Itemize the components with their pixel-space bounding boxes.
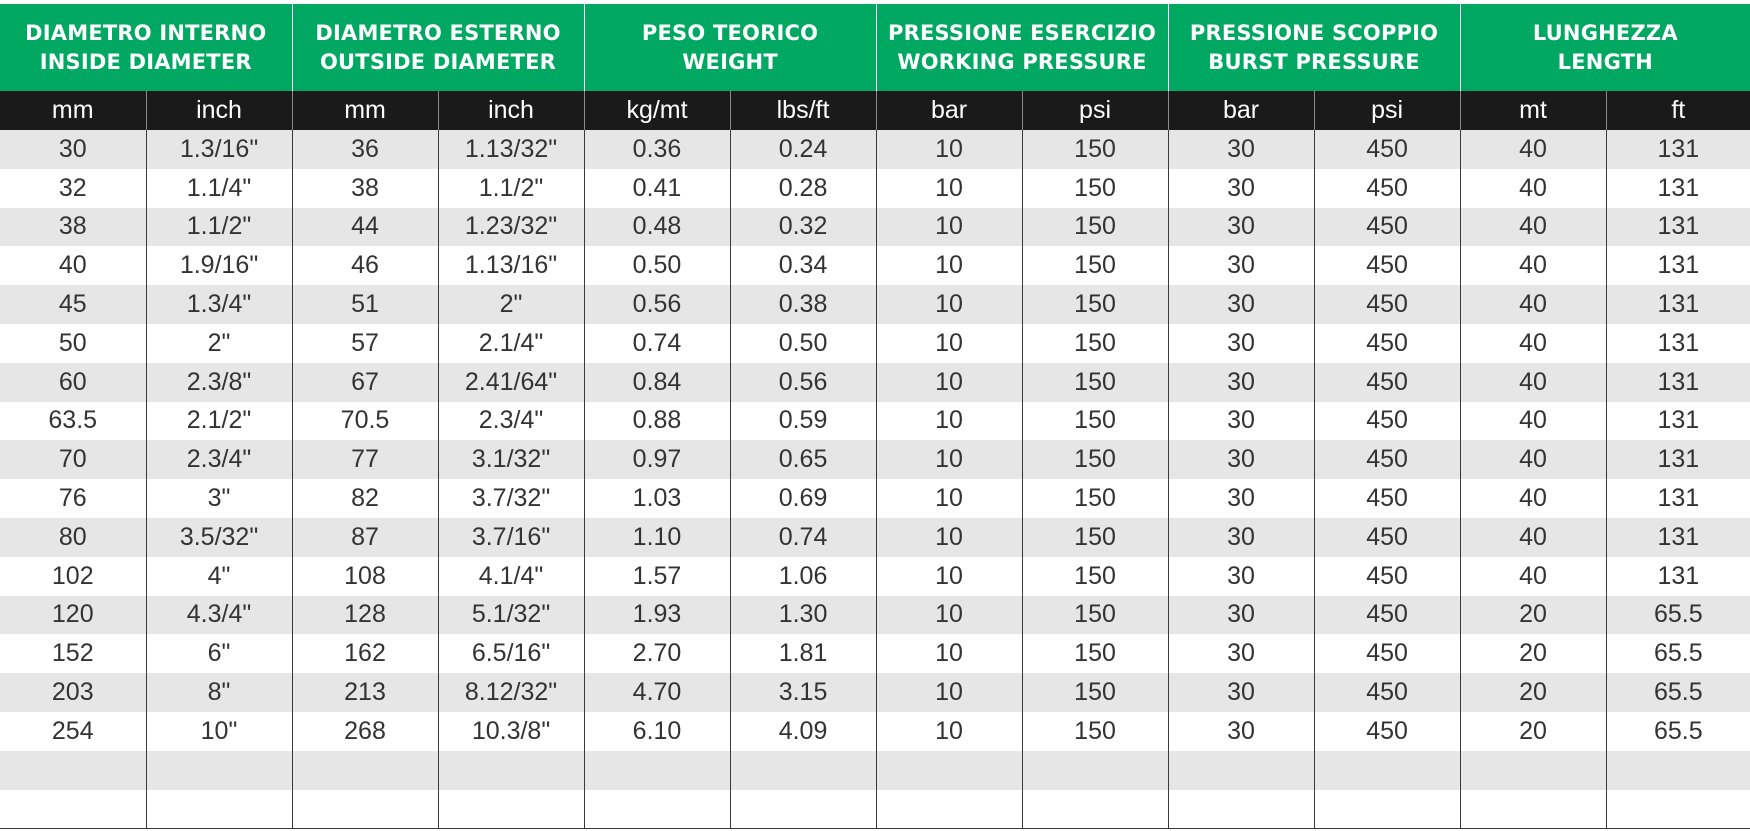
table-cell: [1606, 751, 1750, 790]
table-cell: [1314, 751, 1460, 790]
group-header-3: [584, 4, 876, 91]
table-cell: 3.5/32": [146, 518, 292, 557]
table-cell: [146, 751, 292, 790]
table-row: [0, 324, 1750, 363]
table-cell: 2.41/64": [438, 363, 584, 402]
table-cell: 57: [292, 324, 438, 363]
table-cell: 1.81: [730, 634, 876, 673]
table-cell: 1.10: [584, 518, 730, 557]
table-cell: 213: [292, 673, 438, 712]
table-cell: 1.9/16": [146, 246, 292, 285]
table-cell: 0.34: [730, 246, 876, 285]
group-header-italian: LUNGHEZZA: [1532, 20, 1678, 45]
table-cell: [0, 790, 146, 829]
group-header-italian: DIAMETRO INTERNO: [25, 20, 267, 45]
table-cell: 131: [1606, 324, 1750, 363]
table-cell: 30: [1168, 324, 1314, 363]
table-cell: 4.3/4": [146, 596, 292, 635]
table-cell: 1.3/16": [146, 130, 292, 169]
table-row: [0, 790, 1750, 829]
table-row: [0, 751, 1750, 790]
table-cell: 10: [876, 208, 1022, 247]
table-cell: [146, 790, 292, 829]
group-header-italian: PRESSIONE ESERCIZIO: [888, 20, 1157, 45]
table-cell: 40: [1460, 440, 1606, 479]
table-cell: 40: [1460, 479, 1606, 518]
table-cell: 30: [0, 130, 146, 169]
table-cell: 45: [0, 285, 146, 324]
table-cell: 40: [1460, 285, 1606, 324]
table-row: [0, 634, 1750, 673]
table-cell: 131: [1606, 246, 1750, 285]
table-cell: 30: [1168, 440, 1314, 479]
table-cell: 4.1/4": [438, 557, 584, 596]
table-cell: 10": [146, 712, 292, 751]
table-cell: 3": [146, 479, 292, 518]
table-cell: 1.57: [584, 557, 730, 596]
group-header-english: LENGTH: [1557, 49, 1653, 74]
table-cell: 10: [876, 634, 1022, 673]
table-cell: 0.97: [584, 440, 730, 479]
table-cell: 131: [1606, 557, 1750, 596]
table-cell: [438, 751, 584, 790]
table-cell: 1.1/4": [146, 169, 292, 208]
table-cell: 150: [1022, 518, 1168, 557]
table-cell: 450: [1314, 518, 1460, 557]
table-cell: 20: [1460, 673, 1606, 712]
table-cell: 80: [0, 518, 146, 557]
table-cell: [438, 790, 584, 829]
table-cell: [730, 751, 876, 790]
table-cell: 70: [0, 440, 146, 479]
table-cell: 450: [1314, 324, 1460, 363]
table-cell: 1.13/16": [438, 246, 584, 285]
table-cell: 65.5: [1606, 673, 1750, 712]
table-cell: 10: [876, 596, 1022, 635]
table-row: [0, 596, 1750, 635]
table-cell: 0.28: [730, 169, 876, 208]
table-cell: 10: [876, 557, 1022, 596]
table-cell: 5.1/32": [438, 596, 584, 635]
group-header-english: OUTSIDE DIAMETER: [319, 49, 557, 74]
table-row: [0, 169, 1750, 208]
table-cell: 6.10: [584, 712, 730, 751]
table-cell: 10: [876, 440, 1022, 479]
table-cell: 40: [1460, 402, 1606, 441]
table-cell: 30: [1168, 285, 1314, 324]
table-cell: 44: [292, 208, 438, 247]
table-cell: 2.3/8": [146, 363, 292, 402]
table-cell: 10: [876, 246, 1022, 285]
table-cell: 150: [1022, 324, 1168, 363]
table-cell: 65.5: [1606, 634, 1750, 673]
table-cell: 87: [292, 518, 438, 557]
unit-header: ft: [1606, 91, 1750, 130]
table-cell: 162: [292, 634, 438, 673]
table-cell: 40: [0, 246, 146, 285]
table-cell: 10: [876, 518, 1022, 557]
table-cell: 450: [1314, 596, 1460, 635]
table-cell: 3.1/32": [438, 440, 584, 479]
table-cell: [0, 751, 146, 790]
table-cell: 1.3/4": [146, 285, 292, 324]
table-cell: 1.1/2": [438, 169, 584, 208]
table-cell: 450: [1314, 246, 1460, 285]
table-cell: 2": [146, 324, 292, 363]
table-cell: [292, 790, 438, 829]
table-cell: 67: [292, 363, 438, 402]
table-cell: 150: [1022, 208, 1168, 247]
table-cell: 0.32: [730, 208, 876, 247]
table-cell: 0.38: [730, 285, 876, 324]
unit-header: mm: [0, 91, 146, 130]
table-cell: [1168, 790, 1314, 829]
group-header-english: INSIDE DIAMETER: [39, 49, 252, 74]
table-cell: [584, 790, 730, 829]
table-cell: 0.50: [730, 324, 876, 363]
table-cell: 8": [146, 673, 292, 712]
table-cell: 450: [1314, 402, 1460, 441]
table-cell: 36: [292, 130, 438, 169]
table-cell: 1.13/32": [438, 130, 584, 169]
table-cell: 150: [1022, 673, 1168, 712]
table-cell: 268: [292, 712, 438, 751]
table-cell: [876, 790, 1022, 829]
table-cell: 1.30: [730, 596, 876, 635]
table-cell: 0.56: [584, 285, 730, 324]
table-cell: 10: [876, 712, 1022, 751]
table-cell: 65.5: [1606, 712, 1750, 751]
group-header-english: BURST PRESSURE: [1208, 49, 1420, 74]
table-cell: 150: [1022, 246, 1168, 285]
unit-header-row: [0, 91, 1750, 130]
table-cell: 131: [1606, 402, 1750, 441]
table-cell: 1.23/32": [438, 208, 584, 247]
table-cell: 0.74: [584, 324, 730, 363]
table-cell: 63.5: [0, 402, 146, 441]
table-cell: 8.12/32": [438, 673, 584, 712]
table-cell: 0.56: [730, 363, 876, 402]
table-row: [0, 363, 1750, 402]
table-row: [0, 518, 1750, 557]
table-cell: 108: [292, 557, 438, 596]
table-cell: 150: [1022, 130, 1168, 169]
table-cell: 10: [876, 285, 1022, 324]
table-cell: 1.03: [584, 479, 730, 518]
table-cell: 150: [1022, 169, 1168, 208]
table-cell: 30: [1168, 596, 1314, 635]
table-cell: 0.59: [730, 402, 876, 441]
table-cell: 30: [1168, 363, 1314, 402]
table-cell: 150: [1022, 285, 1168, 324]
table-cell: 254: [0, 712, 146, 751]
table-cell: [1460, 751, 1606, 790]
table-cell: [730, 790, 876, 829]
group-header-italian: PRESSIONE SCOPPIO: [1189, 20, 1439, 45]
table-cell: 50: [0, 324, 146, 363]
table-cell: 60: [0, 363, 146, 402]
table-cell: 20: [1460, 596, 1606, 635]
table-cell: 20: [1460, 712, 1606, 751]
group-header-row: [0, 4, 1750, 91]
table-cell: 40: [1460, 557, 1606, 596]
table-cell: 0.48: [584, 208, 730, 247]
unit-header: mm: [292, 91, 438, 130]
table-cell: 450: [1314, 479, 1460, 518]
table-cell: 70.5: [292, 402, 438, 441]
table-cell: 150: [1022, 634, 1168, 673]
table-cell: 40: [1460, 169, 1606, 208]
table-cell: 0.74: [730, 518, 876, 557]
table-cell: 150: [1022, 596, 1168, 635]
group-header-1: [0, 4, 292, 91]
table-cell: 131: [1606, 479, 1750, 518]
table-cell: 30: [1168, 479, 1314, 518]
table-cell: 131: [1606, 130, 1750, 169]
table-cell: 65.5: [1606, 596, 1750, 635]
table-cell: 120: [0, 596, 146, 635]
table-cell: 2.70: [584, 634, 730, 673]
table-cell: 3.15: [730, 673, 876, 712]
table-cell: 1.06: [730, 557, 876, 596]
table-cell: 6": [146, 634, 292, 673]
table-cell: 128: [292, 596, 438, 635]
table-cell: [1606, 790, 1750, 829]
group-header-italian: DIAMETRO ESTERNO: [315, 20, 561, 45]
group-header-5: [1168, 4, 1460, 91]
hose-spec-table: [0, 4, 1750, 829]
group-header-english: WEIGHT: [682, 49, 778, 74]
table-cell: 30: [1168, 518, 1314, 557]
table-cell: 30: [1168, 169, 1314, 208]
table-cell: 131: [1606, 363, 1750, 402]
table-cell: 131: [1606, 518, 1750, 557]
table-cell: 450: [1314, 208, 1460, 247]
table-cell: 10: [876, 673, 1022, 712]
table-cell: 46: [292, 246, 438, 285]
table-body: [0, 130, 1750, 829]
table-row: [0, 479, 1750, 518]
table-cell: 38: [292, 169, 438, 208]
table-cell: 4": [146, 557, 292, 596]
table-cell: 2": [438, 285, 584, 324]
table-cell: 30: [1168, 712, 1314, 751]
table-cell: 2.3/4": [146, 440, 292, 479]
unit-header: kg/mt: [584, 91, 730, 130]
table-cell: 450: [1314, 634, 1460, 673]
table-cell: 203: [0, 673, 146, 712]
table-cell: 150: [1022, 363, 1168, 402]
table-cell: [1022, 751, 1168, 790]
table-cell: 40: [1460, 324, 1606, 363]
unit-header: inch: [438, 91, 584, 130]
table-cell: 10: [876, 402, 1022, 441]
table-cell: 0.69: [730, 479, 876, 518]
table-cell: 0.41: [584, 169, 730, 208]
table-row: [0, 208, 1750, 247]
table-cell: 32: [0, 169, 146, 208]
unit-header: psi: [1022, 91, 1168, 130]
table-cell: 131: [1606, 208, 1750, 247]
table-cell: 30: [1168, 208, 1314, 247]
table-cell: 30: [1168, 130, 1314, 169]
table-cell: 10: [876, 169, 1022, 208]
unit-header: bar: [876, 91, 1022, 130]
table-cell: 30: [1168, 246, 1314, 285]
table-cell: 10.3/8": [438, 712, 584, 751]
table-cell: 0.88: [584, 402, 730, 441]
table-cell: 10: [876, 479, 1022, 518]
unit-header: mt: [1460, 91, 1606, 130]
table-row: [0, 285, 1750, 324]
table-row: [0, 402, 1750, 441]
unit-header: bar: [1168, 91, 1314, 130]
unit-header: psi: [1314, 91, 1460, 130]
table-cell: 131: [1606, 169, 1750, 208]
table-row: [0, 130, 1750, 169]
table-row: [0, 557, 1750, 596]
group-header-italian: PESO TEORICO: [641, 20, 819, 45]
table-cell: 10: [876, 363, 1022, 402]
table-cell: [1168, 751, 1314, 790]
table-cell: 0.24: [730, 130, 876, 169]
table-cell: [876, 751, 1022, 790]
table-cell: 0.36: [584, 130, 730, 169]
table-cell: 51: [292, 285, 438, 324]
table-cell: 450: [1314, 285, 1460, 324]
table-cell: 30: [1168, 402, 1314, 441]
table-row: [0, 712, 1750, 751]
table-cell: [1314, 790, 1460, 829]
table-cell: 30: [1168, 557, 1314, 596]
group-header-2: [292, 4, 584, 91]
table-row: [0, 440, 1750, 479]
table-cell: 1.93: [584, 596, 730, 635]
table-cell: 450: [1314, 440, 1460, 479]
table-cell: 40: [1460, 130, 1606, 169]
table-cell: 150: [1022, 402, 1168, 441]
table-cell: 82: [292, 479, 438, 518]
table-cell: 3.7/16": [438, 518, 584, 557]
table-cell: 77: [292, 440, 438, 479]
table-cell: 40: [1460, 363, 1606, 402]
table-cell: 1.1/2": [146, 208, 292, 247]
table-cell: 0.65: [730, 440, 876, 479]
table-cell: 40: [1460, 518, 1606, 557]
table-cell: [584, 751, 730, 790]
unit-header: lbs/ft: [730, 91, 876, 130]
table-cell: 4.09: [730, 712, 876, 751]
table-cell: 76: [0, 479, 146, 518]
table-cell: 152: [0, 634, 146, 673]
group-header-english: WORKING PRESSURE: [897, 49, 1147, 74]
table-cell: 2.3/4": [438, 402, 584, 441]
table-cell: 10: [876, 130, 1022, 169]
table-cell: 150: [1022, 440, 1168, 479]
table-cell: 30: [1168, 634, 1314, 673]
table-cell: 10: [876, 324, 1022, 363]
table-cell: 450: [1314, 712, 1460, 751]
table-cell: 450: [1314, 673, 1460, 712]
table-cell: 40: [1460, 246, 1606, 285]
table-cell: 20: [1460, 634, 1606, 673]
table-cell: 450: [1314, 557, 1460, 596]
table-row: [0, 246, 1750, 285]
table-cell: 2.1/2": [146, 402, 292, 441]
table-cell: 150: [1022, 557, 1168, 596]
table-cell: 40: [1460, 208, 1606, 247]
table-cell: 150: [1022, 712, 1168, 751]
table-cell: 131: [1606, 440, 1750, 479]
group-header-4: [876, 4, 1168, 91]
table-cell: 450: [1314, 169, 1460, 208]
table-cell: [1460, 790, 1606, 829]
table-cell: 0.50: [584, 246, 730, 285]
table-cell: [292, 751, 438, 790]
table-cell: 38: [0, 208, 146, 247]
table-cell: 0.84: [584, 363, 730, 402]
unit-header: inch: [146, 91, 292, 130]
table-cell: 450: [1314, 130, 1460, 169]
table-row: [0, 673, 1750, 712]
table-cell: 150: [1022, 479, 1168, 518]
table-cell: 3.7/32": [438, 479, 584, 518]
table-cell: 131: [1606, 285, 1750, 324]
table-cell: 30: [1168, 673, 1314, 712]
table-cell: 4.70: [584, 673, 730, 712]
group-header-6: [1460, 4, 1750, 91]
table-cell: 2.1/4": [438, 324, 584, 363]
table-cell: 6.5/16": [438, 634, 584, 673]
table-cell: [1022, 790, 1168, 829]
table-cell: 450: [1314, 363, 1460, 402]
table-cell: 102: [0, 557, 146, 596]
